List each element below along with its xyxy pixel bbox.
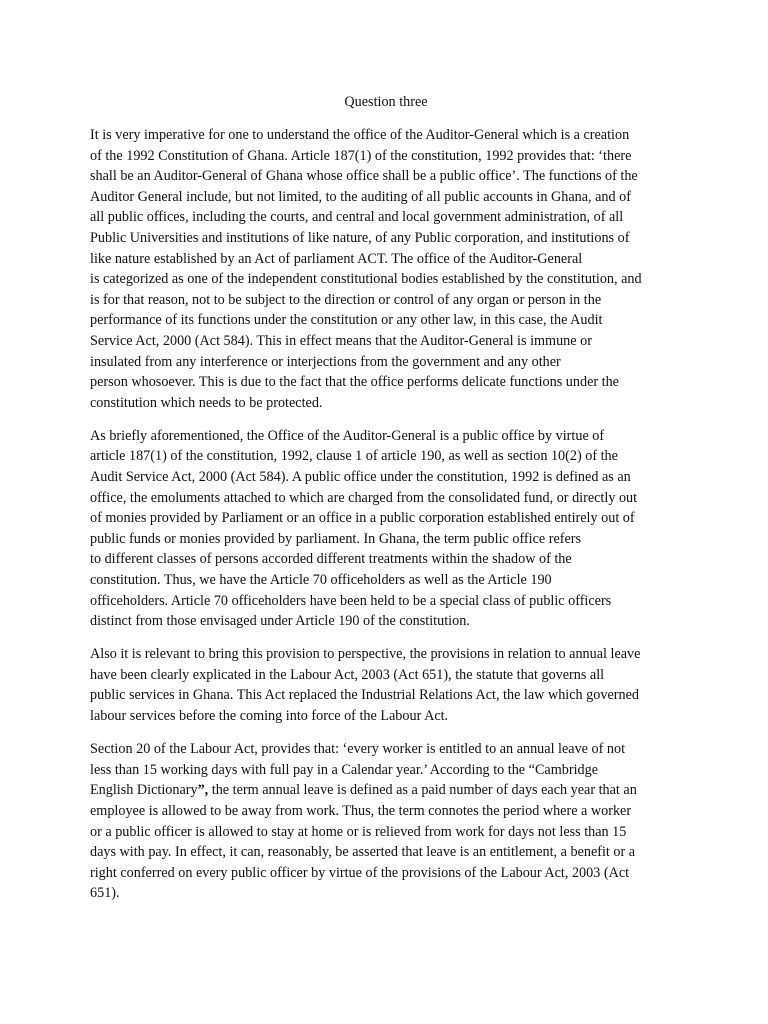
paragraph-line: article 187(1) of the constitution, 1992, clause 1 of article 190, as well as section 10(2) of the bbox=[90, 448, 618, 465]
paragraph-line: Public Universities and institutions of like nature, of any Public corporation, and institutions of bbox=[90, 229, 630, 246]
paragraph-line: Section 20 of the Labour Act, provides that: ‘every worker is entitled to an annual leave of not bbox=[90, 741, 626, 758]
paragraph-line: labour services before the coming into force of the Labour Act. bbox=[90, 708, 449, 725]
paragraph-line: Service Act, 2000 (Act 584). This in effect means that the Auditor-General is immune or bbox=[90, 332, 592, 349]
paragraph-line: person whosoever. This is due to the fact that the office performs delicate functions under the bbox=[90, 374, 619, 391]
paragraph-line: It is very imperative for one to understand the office of the Auditor-General which is a creation bbox=[90, 127, 630, 143]
paragraph-line: of the 1992 Constitution of Ghana. Article 187(1) of the constitution, 1992 provides that: ‘there bbox=[90, 147, 632, 164]
document-body bbox=[90, 92, 682, 916]
paragraph-line: office, the emoluments attached to which are charged from the consolidated fund, or directly out bbox=[90, 489, 638, 506]
paragraph-line: or a public officer is allowed to stay at home or is relieved from work for days not less than 15 bbox=[90, 823, 627, 840]
paragraph-line: Also it is relevant to bring this provision to perspective, the provisions in relation to annual leave bbox=[90, 646, 641, 663]
paragraph-line: is for that reason, not to be subject to the direction or control of any organ or person in the bbox=[90, 291, 602, 308]
paragraph bbox=[90, 739, 682, 904]
paragraph-line: shall be an Auditor-General of Ghana whose office shall be a public office’. The functions of the bbox=[90, 168, 638, 185]
paragraph bbox=[90, 426, 682, 632]
paragraph-line: employee is allowed to be away from work. Thus, the term connotes the period where a worker bbox=[90, 802, 632, 819]
paragraph-line: like nature established by an Act of parliament ACT. The office of the Auditor-General bbox=[90, 250, 583, 267]
paragraph-line: performance of its functions under the constitution or any other law, in this case, the Audit bbox=[90, 312, 603, 329]
paragraph-line: public services in Ghana. This Act replaced the Industrial Relations Act, the law which governed bbox=[90, 687, 639, 704]
paragraph-list bbox=[90, 125, 682, 904]
paragraph-line: have been clearly explicated in the Labour Act, 2003 (Act 651), the statute that governs all bbox=[90, 666, 605, 683]
paragraph-line: less than 15 working days with full pay in a Calendar year.’ According to the “Cambridge bbox=[90, 761, 598, 778]
paragraph-line: English Dictionary”, the term annual leave is defined as a paid number of days each year that an bbox=[90, 782, 637, 799]
paragraph-line: constitution. Thus, we have the Article 70 officeholders as well as the Article 190 bbox=[90, 571, 552, 588]
paragraph-line: constitution which needs to be protected. bbox=[90, 394, 323, 411]
paragraph-line: insulated from any interference or interjections from the government and any other bbox=[90, 353, 561, 370]
document-title: Question three bbox=[344, 94, 428, 110]
paragraph-line: officeholders. Article 70 officeholders have been held to be a special class of public officers bbox=[90, 592, 612, 609]
paragraph-line: all public offices, including the courts, and central and local government administration, of all bbox=[90, 209, 624, 226]
paragraph-line: right conferred on every public officer by virtue of the provisions of the Labour Act, 2003 (Act bbox=[90, 864, 630, 881]
paragraph-line: As briefly aforementioned, the Office of the Auditor-General is a public office by virtue of bbox=[90, 427, 605, 444]
paragraph-line: is categorized as one of the independent constitutional bodies established by the constitution, and bbox=[90, 271, 642, 288]
paragraph-line: days with pay. In effect, it can, reasonably, be asserted that leave is an entitlement, a benefit or a bbox=[90, 844, 636, 861]
paragraph-line: of monies provided by Parliament or an office in a public corporation established entirely out of bbox=[90, 510, 635, 527]
paragraph bbox=[90, 125, 682, 413]
paragraph-line: distinct from those envisaged under Article 190 of the constitution. bbox=[90, 613, 470, 630]
paragraph-line: Auditor General include, but not limited, to the auditing of all public accounts in Ghana, and of bbox=[90, 188, 631, 205]
paragraph bbox=[90, 644, 682, 726]
paragraph-line: to different classes of persons accorded different treatments within the shadow of the bbox=[90, 551, 572, 568]
paragraph-line: 651). bbox=[90, 885, 120, 902]
paragraph-line: public funds or monies provided by parliament. In Ghana, the term public office refers bbox=[90, 530, 582, 547]
paragraph-line: Audit Service Act, 2000 (Act 584). A public office under the constitution, 1992 is defined as an bbox=[90, 469, 631, 485]
